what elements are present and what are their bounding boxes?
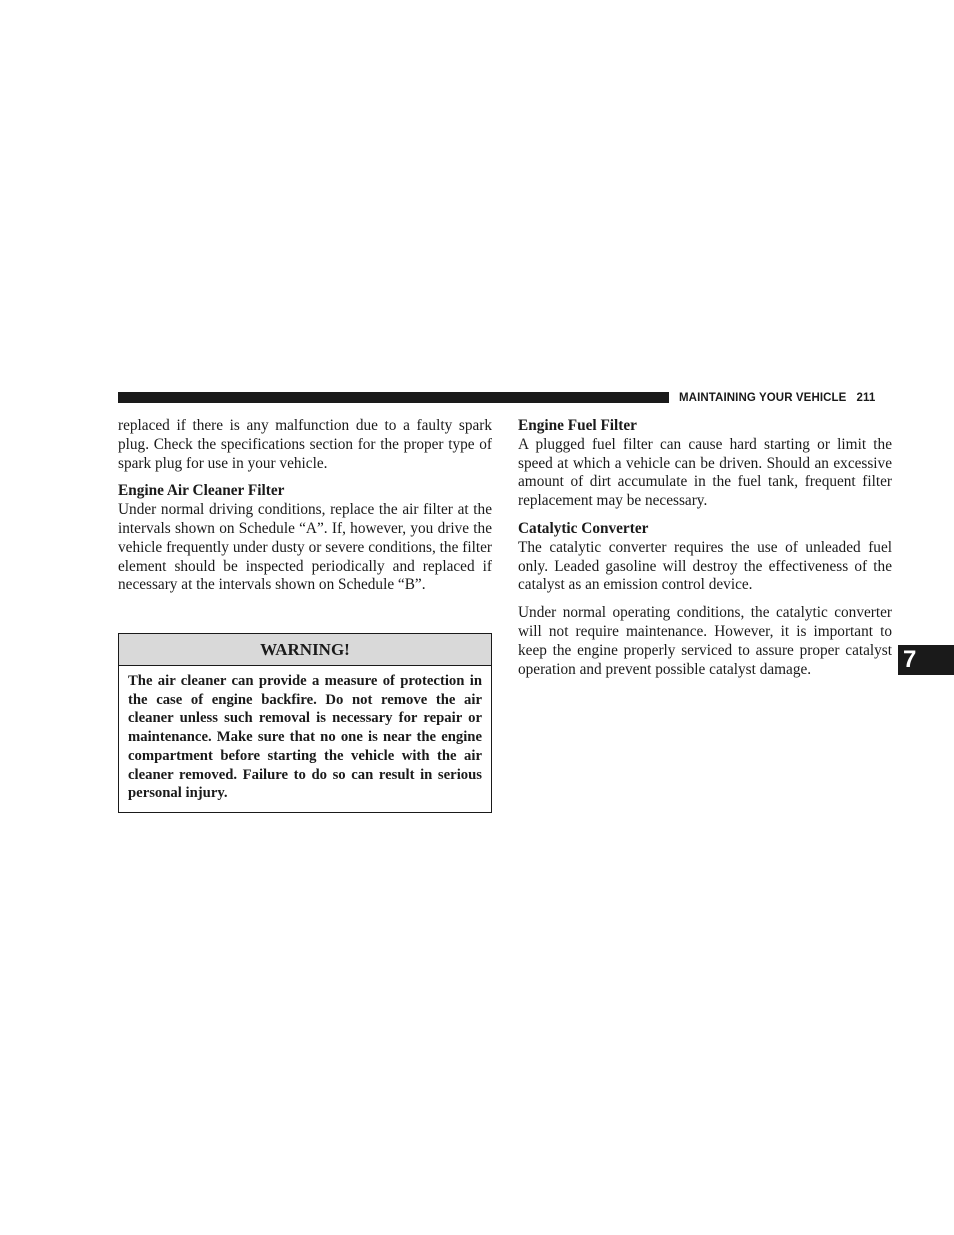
fuel-filter-heading: Engine Fuel Filter <box>518 417 637 434</box>
catalytic-paragraph-1: The catalytic converter requires the use of unleaded fuel only. Leaded gasoline will destroy the effectiveness of the catalyst as an emission control device. <box>518 538 892 594</box>
section-title: MAINTAINING YOUR VEHICLE <box>679 392 847 404</box>
intro-paragraph: replaced if there is any malfunction due to a faulty spark plug. Check the specifications section for the proper type of spark plug for use in your vehicle. <box>118 417 492 472</box>
warning-title: WARNING! <box>119 634 491 666</box>
right-column <box>518 417 892 679</box>
fuel-filter-paragraph: A plugged fuel filter can cause hard starting or limit the speed at which a vehicle can be driven. Should an excessive amount of dirt accumulate in the fuel tank, frequent filter replacement may be necessary. <box>518 435 892 510</box>
header-rule <box>118 392 669 403</box>
warning-body: The air cleaner can provide a measure of protection in the case of engine backfire. Do not remove the air cleaner unless such removal is necessary for repair or maintenance. Make sure that no one is near the engine compartment before starting the vehicle with the air cleaner removed. Failure to do so can result in serious personal injury. <box>128 673 482 802</box>
catalytic-paragraph-2: Under normal operating conditions, the catalytic converter will not require maintenance. However, it is important to keep the engine properly serviced to assure proper catalyst operation and prevent possible catalyst damage. <box>518 604 892 678</box>
warning-box <box>118 633 492 813</box>
page-number: 211 <box>856 392 876 404</box>
catalytic-heading: Catalytic Converter <box>518 519 649 537</box>
air-filter-paragraph: Under normal driving conditions, replace the air filter at the intervals shown on Schedule “A”. If, however, you drive the vehicle frequently under dusty or severe conditions, the filter element should be inspected periodically and replaced if necessary at the intervals shown on Schedule “B”. <box>118 501 492 594</box>
chapter-tab: 7 <box>898 645 954 675</box>
left-column <box>118 417 492 595</box>
running-header <box>679 390 892 406</box>
air-filter-heading: Engine Air Cleaner Filter <box>118 482 285 500</box>
